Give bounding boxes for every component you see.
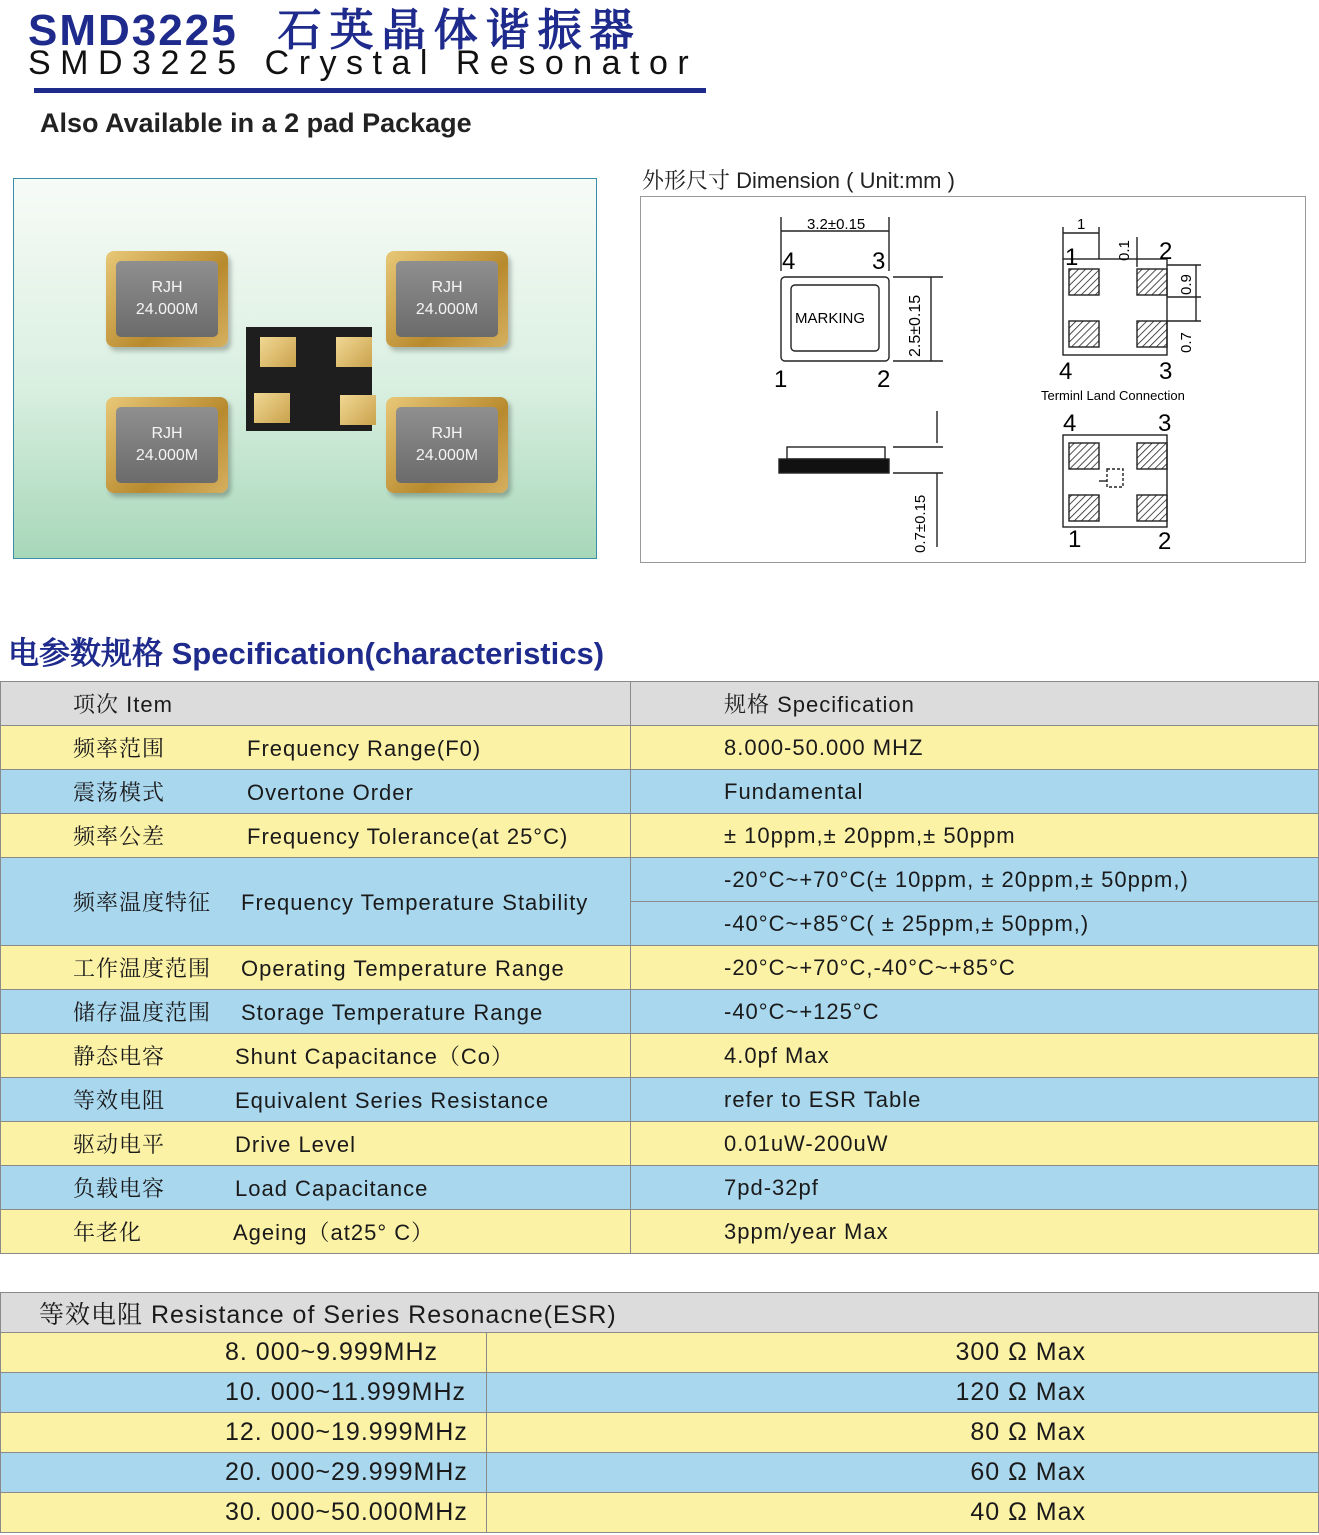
svg-text:2: 2 (1158, 528, 1172, 555)
crystal-chip: RJH 24.000M (386, 397, 508, 493)
table-row: 年老化 Ageing（at25° C） 3ppm/year Max (1, 1210, 1319, 1254)
product-photo (13, 178, 597, 559)
table-row: 10. 000~11.999MHz 120 Ω Max (1, 1373, 1319, 1413)
table-header-row (1, 682, 1319, 726)
svg-text:4: 4 (1059, 358, 1073, 385)
table-row: 储存温度范围 Storage Temperature Range -40°C~+125°C (1, 990, 1319, 1034)
svg-text:2.5±0.15: 2.5±0.15 (907, 294, 924, 357)
header-item: 项次 Item (73, 692, 173, 717)
table-row: 12. 000~19.999MHz 80 Ω Max (1, 1413, 1319, 1453)
crystal-chip: RJH 24.000M (106, 251, 228, 347)
table-row: 频率公差 Frequency Tolerance(at 25°C) ± 10ppm,± 20ppm,± 50ppm (1, 814, 1319, 858)
svg-text:0.1: 0.1 (1116, 240, 1133, 261)
svg-text:1: 1 (1068, 526, 1082, 553)
dimension-drawing (640, 196, 1306, 563)
svg-text:MARKING: MARKING (795, 310, 866, 327)
svg-text:1: 1 (1065, 244, 1079, 271)
table-row: 30. 000~50.000MHz 40 Ω Max (1, 1493, 1319, 1533)
svg-text:0.7±0.15: 0.7±0.15 (912, 494, 929, 553)
table-row: 等效电阻 Equivalent Series Resistance refer to ESR Table (1, 1078, 1319, 1122)
svg-text:1: 1 (1077, 216, 1086, 233)
dimension-label: 外形尺寸 Dimension ( Unit:mm ) (642, 168, 955, 193)
spec-heading: 电参数规格 Specification(characteristics) (8, 636, 605, 671)
page-title: SMD3225 石英晶体谐振器 (28, 6, 642, 55)
spec-table (0, 681, 1319, 1254)
title-divider (34, 88, 706, 93)
svg-text:0.7: 0.7 (1178, 332, 1195, 353)
table-row: 震荡模式 Overtone Order Fundamental (1, 770, 1319, 814)
package-note: Also Available in a 2 pad Package (40, 108, 472, 138)
chip-bottom-view (246, 327, 372, 431)
table-row: 频率范围 Frequency Range(F0) 8.000-50.000 MHZ (1, 726, 1319, 770)
table-row: 驱动电平 Drive Level 0.01uW-200uW (1, 1122, 1319, 1166)
svg-text:1: 1 (774, 366, 788, 393)
crystal-chip: RJH 24.000M (386, 251, 508, 347)
table-row: 20. 000~29.999MHz 60 Ω Max (1, 1453, 1319, 1493)
table-row: 工作温度范围 Operating Temperature Range -20°C~+70°C,-40°C~+85°C (1, 946, 1319, 990)
esr-heading: 等效电阻 Resistance of Series Resonacne(ESR) (1, 1293, 1319, 1333)
svg-text:3: 3 (1158, 410, 1172, 437)
svg-text:2: 2 (1159, 238, 1173, 265)
esr-table (0, 1292, 1319, 1533)
table-row: 负载电容 Load Capacitance 7pd-32pf (1, 1166, 1319, 1210)
svg-text:4: 4 (1063, 410, 1077, 437)
svg-text:2: 2 (877, 366, 891, 393)
svg-text:3.2±0.15: 3.2±0.15 (807, 216, 866, 233)
svg-text:0.9: 0.9 (1178, 274, 1195, 295)
table-row: -40°C~+85°C( ± 25ppm,± 50ppm,) (1, 902, 1319, 946)
table-header-row (1, 1293, 1319, 1333)
svg-text:4: 4 (782, 248, 796, 275)
table-row: 静态电容 Shunt Capacitance（Co） 4.0pf Max (1, 1034, 1319, 1078)
table-row: 8. 000~9.999MHz 300 Ω Max (1, 1333, 1319, 1373)
svg-text:3: 3 (1159, 358, 1173, 385)
header-spec: 规格 Specification (631, 682, 1319, 726)
svg-text:Terminl Land Connection: Terminl Land Connection (1041, 388, 1185, 403)
crystal-chip: RJH 24.000M (106, 397, 228, 493)
page-subtitle: SMD3225 Crystal Resonator (28, 44, 699, 82)
svg-text:3: 3 (872, 248, 886, 275)
table-row: 频率温度特征 Frequency Temperature Stability -20°C~+70°C(± 10ppm, ± 20ppm,± 50ppm,) (1, 858, 1319, 902)
